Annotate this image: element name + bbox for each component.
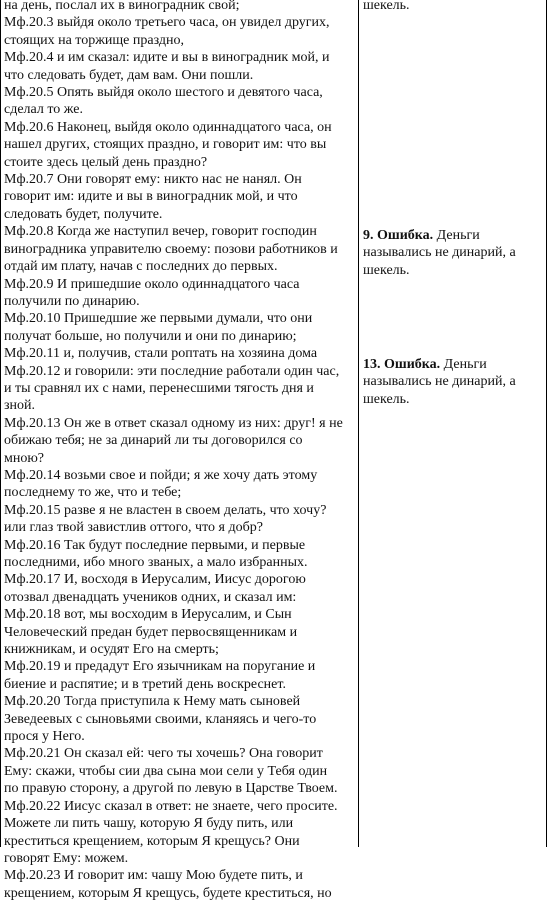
text-line: стоящих на торжище праздно, xyxy=(4,32,184,48)
note-13-line-3: шекель. xyxy=(363,391,410,407)
text-line: говорят Ему: можем. xyxy=(4,850,129,866)
text-line: обижаю тебя; не за динарий ли ты договорился со xyxy=(4,433,303,449)
text-line: на день, послал их в виноградник свой; xyxy=(4,0,240,13)
text-line: получили по динарию. xyxy=(4,293,140,309)
text-line: Зеведеевых с сыновьями своими, кланяясь и чего-то xyxy=(4,711,317,727)
text-line: креститься крещением, которым Я крещусь? Они xyxy=(4,833,300,849)
text-line: виноградника управителю своему: позови работников и xyxy=(4,241,338,257)
note-13-text-1: Деньги xyxy=(443,357,487,372)
text-line: Ему: скажи, чтобы сии два сына мои сели у Тебя один xyxy=(4,763,328,779)
text-line: получат больше, но получили и они по динарию; xyxy=(4,328,297,344)
text-line: Мф.20.19 и предадут Его язычникам на поругание и xyxy=(4,659,316,675)
text-line: Мф.20.18 вот, мы восходим в Иерусалим, и Сын xyxy=(4,607,292,623)
text-line: Человеческий предан будет первосвященникам и xyxy=(4,624,298,640)
text-line: мною? xyxy=(4,450,45,466)
text-line: Мф.20.15 разве я не властен в своем делать, что хочу? xyxy=(4,502,327,518)
text-line: Мф.20.3 выйдя около третьего часа, он увидел других, xyxy=(4,15,330,31)
text-line: что следовать будет, дам вам. Они пошли. xyxy=(4,67,254,83)
text-line: Мф.20.16 Так будут последние первыми, и первые xyxy=(4,537,306,553)
note-9-line-2: назывались не динарий, а xyxy=(363,245,516,261)
table-border-right xyxy=(546,0,547,847)
text-line: Мф.20.23 И говорит им: чашу Мою будете пить, и xyxy=(4,868,303,884)
text-line: Мф.20.13 Он же в ответ сказал одному из них: друг! я не xyxy=(4,415,343,431)
note-9-text-1: Деньги xyxy=(436,228,480,243)
text-line: Мф.20.22 Иисус сказал в ответ: не знаете, чего просите. xyxy=(4,798,338,814)
text-line: Мф.20.6 Наконец, выйдя около одиннадцатого часа, он xyxy=(4,119,332,135)
text-line: Мф.20.9 И пришедшие около одиннадцатого часа xyxy=(4,276,300,292)
text-line: отдай им плату, начав с последних до первых. xyxy=(4,259,278,275)
text-line: или глаз твой завистлив оттого, что я добр? xyxy=(4,520,263,536)
text-line: отозвал двенадцать учеников одних, и сказал им: xyxy=(4,589,297,605)
note-13-number: 13. xyxy=(363,357,381,372)
text-line: Мф.20.4 и им сказал: идите и вы в виноградник мой, и xyxy=(4,50,330,66)
table-border-left xyxy=(0,0,1,847)
text-line: зной. xyxy=(4,398,36,414)
note-9 xyxy=(363,227,545,279)
text-line: следовать будет, получите. xyxy=(4,206,163,222)
text-line: Мф.20.8 Когда же наступил вечер, говорит господин xyxy=(4,224,317,240)
text-line: Мф.20.14 возьми свое и пойди; я же хочу дать этому xyxy=(4,467,318,483)
text-line: Можете ли пить чашу, которую Я буду пить, или xyxy=(4,816,294,832)
text-line: стоите здесь целый день праздно? xyxy=(4,154,208,170)
text-line: Мф.20.12 и говорили: эти последние работали один час, xyxy=(4,363,340,379)
text-line: по правую сторону, а другой по левую в Царстве Твоем. xyxy=(4,781,338,797)
text-line: Мф.20.11 и, получив, стали роптать на хозяина дома xyxy=(4,346,318,362)
text-line: прося у Него. xyxy=(4,729,85,745)
text-line: нашел других, стоящих праздно, и говорит им: что вы xyxy=(4,137,327,153)
note-13-line-2: назывались не динарий, а xyxy=(363,374,516,390)
text-line: последними, ибо много званых, а мало избранных. xyxy=(4,555,308,570)
note-9-line-1 xyxy=(363,227,545,244)
note-9-number: 9. xyxy=(363,228,374,243)
text-line: и ты сравнял их с нами, перенесшими тягость дня и xyxy=(4,380,314,396)
table-column-divider xyxy=(358,0,359,847)
text-line: Мф.20.20 Тогда приступила к Нему мать сыновей xyxy=(4,694,301,710)
note-9-line-3: шекель. xyxy=(363,262,410,278)
text-line: крещением, которым Я крещусь, будете креститься, но xyxy=(4,885,332,901)
note-13-line-1 xyxy=(363,356,545,373)
text-line: Мф.20.10 Пришедшие же первыми думали, что они xyxy=(4,311,313,327)
note-9-label: Ошибка. xyxy=(377,228,434,243)
note-continuation-text: шекель. xyxy=(363,0,410,13)
text-line: говорит им: идите и вы в виноградник мой, и что xyxy=(4,189,298,205)
text-line: Мф.20.21 Он сказал ей: чего ты хочешь? Она говорит xyxy=(4,746,323,762)
text-line: Мф.20.7 Они говорят ему: никто нас не нанял. Он xyxy=(4,172,302,188)
text-line: Мф.20.5 Опять выйдя около шестого и девятого часа, xyxy=(4,85,323,101)
scripture-text-column xyxy=(4,0,356,902)
text-line: последнему то же, что и тебе; xyxy=(4,485,182,501)
note-13-label: Ошибка. xyxy=(384,357,441,372)
text-line: книжникам, и осудят Его на смерть; xyxy=(4,642,219,658)
text-line: Мф.20.17 И, восходя в Иерусалим, Иисус дорогою xyxy=(4,572,306,588)
note-13 xyxy=(363,356,545,408)
text-line: биение и распятие; и в третий день воскреснет. xyxy=(4,676,286,692)
text-line: сделал то же. xyxy=(4,102,83,118)
